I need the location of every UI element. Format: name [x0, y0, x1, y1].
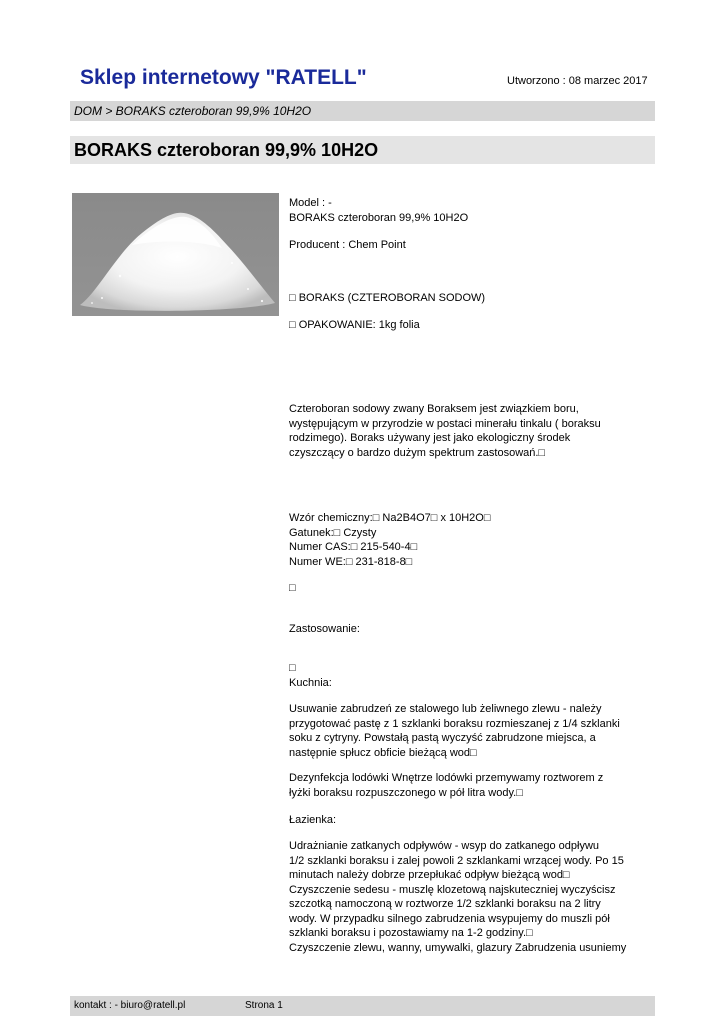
model-label: Model : -	[289, 197, 332, 209]
kitchen-paragraph	[289, 702, 620, 760]
bullet-packaging: □ OPAKOWANIE: 1kg folia	[289, 319, 420, 331]
borax-powder-photo	[72, 193, 279, 316]
text-line: 1/2 szklanki boraksu i zalej powoli 2 szklankami wrzącej wody. Po 15	[289, 854, 624, 867]
spec-we: Numer WE:□ 231-818-8□	[289, 555, 413, 568]
fridge-paragraph	[289, 771, 603, 800]
text-line: Czteroboran sodowy zwany Boraksem jest związkiem boru,	[289, 403, 579, 415]
text-line: minutach należy dobrze przepłukać odpływ bieżącą wod□	[289, 869, 570, 881]
text-line: Czyszczenie sedesu - muszlę klozetową najskuteczniej wyczyścisz	[289, 883, 616, 896]
producer: Producent : Chem Point	[289, 239, 406, 251]
shop-title: Sklep internetowy "RATELL"	[80, 66, 367, 89]
text-line: Czyszczenie zlewu, wanny, umywalki, glazury Zabrudzenia usuniemy	[289, 941, 627, 954]
usage-label: Zastosowanie:	[289, 623, 360, 635]
text-line: soku z cytryny. Powstałą pastą wyczyść zabrudzone miejsca, a	[289, 732, 596, 744]
text-line: szczotką namoczoną w roztworze 1/2 szklanki boraksu na 2 litry	[289, 898, 601, 910]
placeholder-glyph: □	[289, 582, 296, 594]
product-heading-bar	[70, 136, 655, 164]
footer-contact[interactable]: kontakt : - biuro@ratell.pl	[74, 1000, 186, 1011]
text-line: Usuwanie zabrudzeń ze stalowego lub żeliwnego zlewu - należy	[289, 703, 602, 715]
breadcrumb-bar	[70, 101, 655, 121]
text-line: wody. W przypadku silnego zabrudzenia wsypujemy do muszli pół	[289, 912, 610, 925]
text-line: występującym w przyrodzie w postaci minerału tinkalu ( boraksu	[289, 417, 601, 430]
borax-powder-drawing	[72, 193, 279, 316]
text-line: Dezynfekcja lodówki Wnętrze lodówki przemywamy roztworem z	[289, 772, 604, 784]
bathroom-paragraph	[289, 839, 626, 955]
bathroom-label: Łazienka:	[289, 814, 337, 826]
product-title: BORAKS czteroboran 99,9% 10H2O	[74, 140, 379, 160]
text-line: szklanki boraksu i pozostawiamy na 1-2 godziny.□	[289, 927, 533, 939]
spec-formula: Wzór chemiczny:□ Na2B4O7□ x 10H2O□	[289, 512, 491, 524]
text-line: czyszczący o bardzo dużym spektrum zastosowań.□	[289, 446, 546, 459]
text-line: następnie spłucz obficie bieżącą wod□	[289, 746, 477, 759]
spec-cas: Numer CAS:□ 215-540-4□	[289, 541, 418, 553]
text-line: łyżki boraksu rozpuszczonego w pół litra wody.□	[289, 786, 523, 799]
model-name: BORAKS czteroboran 99,9% 10H2O	[289, 212, 469, 224]
created-date: Utworzono : 08 marzec 2017	[507, 75, 648, 87]
footer-page-number: Strona 1	[245, 1000, 283, 1011]
spec-grade: Gatunek:□ Czysty	[289, 526, 377, 539]
text-line: przygotować pastę z 1 szklanki boraksu rozmieszanej z 1/4 szklanki	[289, 717, 620, 730]
footer-bar	[70, 996, 655, 1016]
intro-paragraph	[289, 402, 601, 460]
text-line: Udrażnianie zatkanych odpływów - wsyp do zatkanego odpływu	[289, 840, 600, 852]
bullet-product-name: □ BORAKS (CZTEROBORAN SODOW)	[289, 292, 486, 304]
kitchen-label: Kuchnia:	[289, 677, 332, 689]
specs-block	[289, 511, 491, 569]
breadcrumb[interactable]: DOM > BORAKS czteroboran 99,9% 10H2O	[74, 104, 312, 118]
placeholder-glyph: □	[289, 662, 296, 674]
text-line: rodzimego). Boraks używany jest jako ekologiczny środek	[289, 432, 571, 444]
